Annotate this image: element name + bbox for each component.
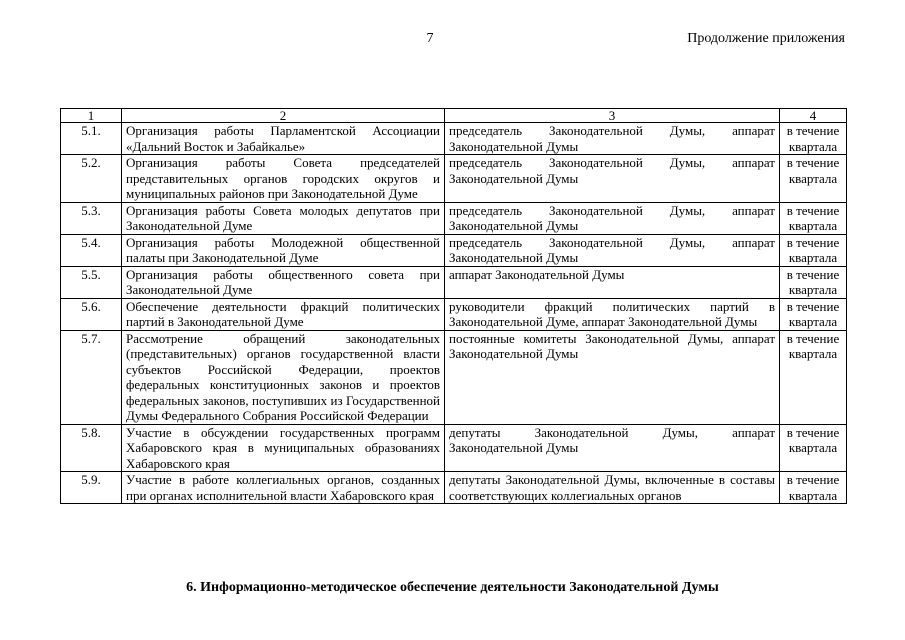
responsible-cell: председатель Законодательной Думы, аппарат Законодательной Думы bbox=[445, 202, 780, 234]
term-cell: в течение квартала bbox=[780, 155, 847, 203]
responsible-cell: постоянные комитеты Законодательной Думы, аппарат Законодательной Думы bbox=[445, 330, 780, 424]
event-cell: Организация работы Парламентской Ассоциации «Дальний Восток и Забайкалье» bbox=[122, 123, 445, 155]
row-number: 5.5. bbox=[61, 266, 122, 298]
column-header-1: 1 bbox=[61, 109, 122, 123]
term-cell: в течение квартала bbox=[780, 330, 847, 424]
event-cell: Участие в обсуждении государственных программ Хабаровского края в муниципальных образованиях Хабаровского края bbox=[122, 424, 445, 472]
table-row bbox=[61, 298, 847, 330]
table-row bbox=[61, 424, 847, 472]
responsible-cell: председатель Законодательной Думы, аппарат Законодательной Думы bbox=[445, 123, 780, 155]
row-number: 5.7. bbox=[61, 330, 122, 424]
term-cell: в течение квартала bbox=[780, 266, 847, 298]
table-row bbox=[61, 472, 847, 504]
column-header-2: 2 bbox=[122, 109, 445, 123]
table-row bbox=[61, 330, 847, 424]
event-cell: Организация работы Совета молодых депутатов при Законодательной Думе bbox=[122, 202, 445, 234]
section-title: 6. Информационно-методическое обеспечение деятельности Законодательной Думы bbox=[186, 580, 719, 595]
event-cell: Организация работы Совета председателей представительных органов городских округов и муниципальных районов при Законодательной Думе bbox=[122, 155, 445, 203]
row-number: 5.1. bbox=[61, 123, 122, 155]
term-cell: в течение квартала bbox=[780, 472, 847, 504]
event-cell: Организация работы общественного совета при Законодательной Думе bbox=[122, 266, 445, 298]
table-row bbox=[61, 234, 847, 266]
row-number: 5.4. bbox=[61, 234, 122, 266]
table-row bbox=[61, 123, 847, 155]
responsible-cell: депутаты Законодательной Думы, включенные в составы соответствующих коллегиальных органов bbox=[445, 472, 780, 504]
row-number: 5.8. bbox=[61, 424, 122, 472]
plan-table bbox=[60, 108, 847, 504]
row-number: 5.6. bbox=[61, 298, 122, 330]
term-cell: в течение квартала bbox=[780, 298, 847, 330]
responsible-cell: руководители фракций политических партий в Законодательной Думе, аппарат Законодательной Думы bbox=[445, 298, 780, 330]
responsible-cell: председатель Законодательной Думы, аппарат Законодательной Думы bbox=[445, 155, 780, 203]
table-header-row bbox=[61, 109, 847, 123]
column-header-3: 3 bbox=[445, 109, 780, 123]
event-cell: Участие в работе коллегиальных органов, созданных при органах исполнительной власти Хабаровского края bbox=[122, 472, 445, 504]
row-number: 5.3. bbox=[61, 202, 122, 234]
term-cell: в течение квартала bbox=[780, 123, 847, 155]
column-header-4: 4 bbox=[780, 109, 847, 123]
table-row bbox=[61, 155, 847, 203]
table-row bbox=[61, 202, 847, 234]
event-cell: Обеспечение деятельности фракций политических партий в Законодательной Думе bbox=[122, 298, 445, 330]
term-cell: в течение квартала bbox=[780, 424, 847, 472]
event-cell: Рассмотрение обращений законодательных (представительных) органов государственной власти субъектов Российской Федерации, проектов федеральных конституционных законов и проектов федеральных законов, поступивших из Государственной Думы Федерального Собрания Российской Федерации bbox=[122, 330, 445, 424]
responsible-cell: аппарат Законодательной Думы bbox=[445, 266, 780, 298]
event-cell: Организация работы Молодежной общественной палаты при Законодательной Думе bbox=[122, 234, 445, 266]
responsible-cell: председатель Законодательной Думы, аппарат Законодательной Думы bbox=[445, 234, 780, 266]
continuation-label: Продолжение приложения bbox=[687, 31, 845, 46]
term-cell: в течение квартала bbox=[780, 234, 847, 266]
responsible-cell: депутаты Законодательной Думы, аппарат Законодательной Думы bbox=[445, 424, 780, 472]
row-number: 5.9. bbox=[61, 472, 122, 504]
row-number: 5.2. bbox=[61, 155, 122, 203]
page-number: 7 bbox=[426, 31, 434, 46]
term-cell: в течение квартала bbox=[780, 202, 847, 234]
table-row bbox=[61, 266, 847, 298]
